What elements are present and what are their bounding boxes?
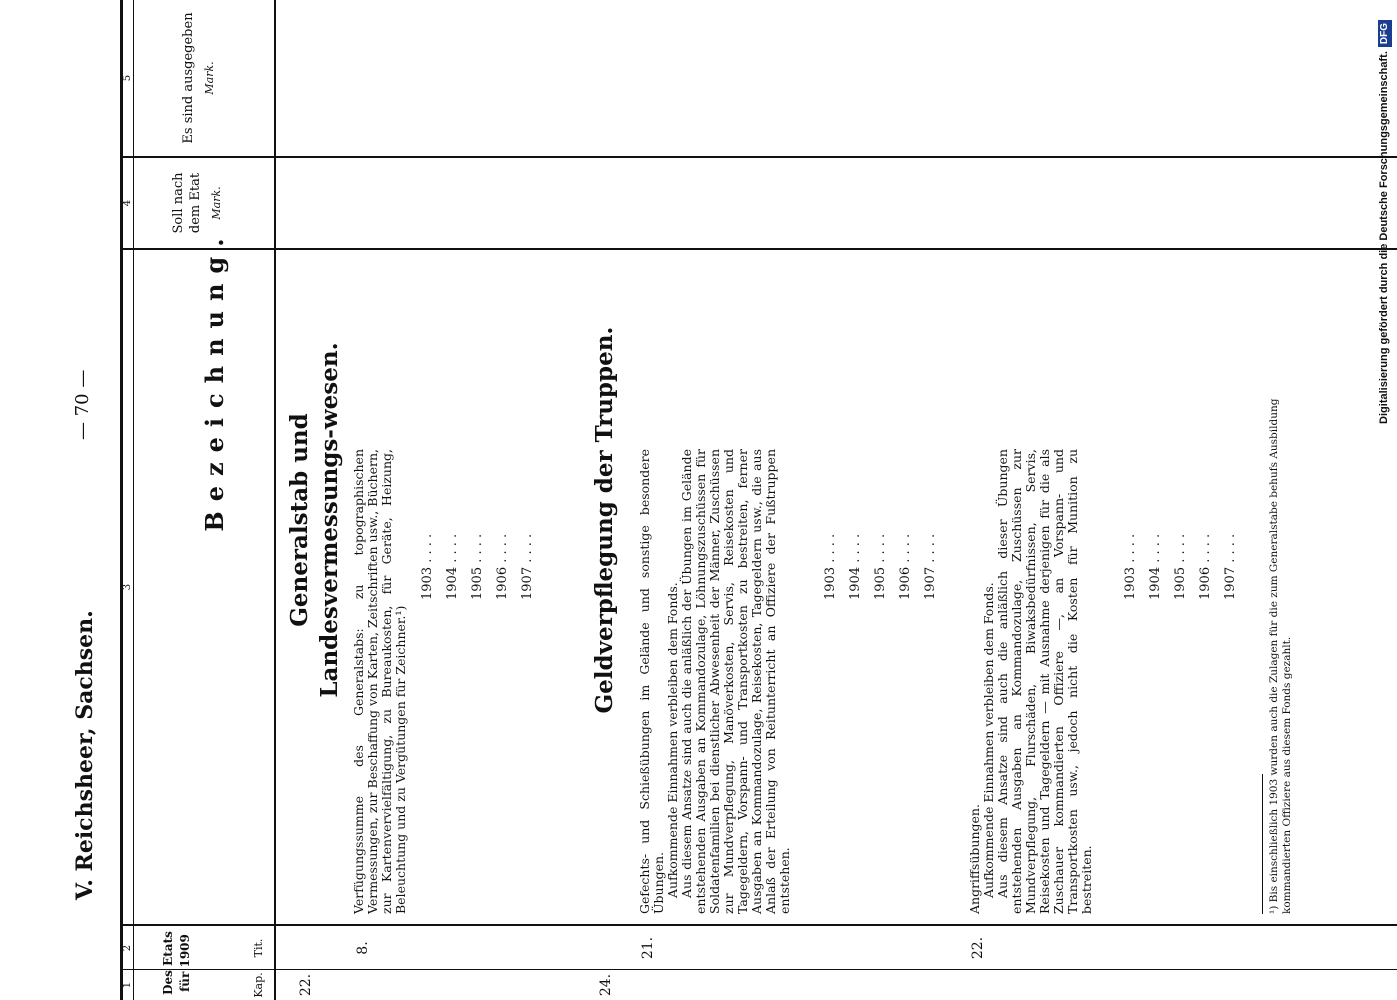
col-rule-4 bbox=[120, 156, 1397, 158]
year-label: 1903 . . . . bbox=[420, 533, 435, 600]
watermark-text-wrap bbox=[1375, 20, 1393, 980]
ausgegeben-head bbox=[180, 0, 218, 156]
footnote-rule bbox=[1262, 774, 1263, 914]
desc-tit-22 bbox=[968, 449, 1094, 914]
tit-22: 22. bbox=[970, 936, 986, 960]
kap-24: 24. bbox=[598, 973, 614, 997]
year-label: 1904 . . . . bbox=[848, 533, 863, 600]
year-label: 1906 . . . . bbox=[898, 533, 913, 600]
year-label: 1905 . . . . bbox=[470, 533, 485, 600]
year-label: 1907 . . . . bbox=[520, 533, 535, 600]
colnum-5: 5 bbox=[122, 74, 133, 82]
ausgegeben-unit: Mark. bbox=[203, 61, 216, 95]
year-label: 1906 . . . . bbox=[495, 533, 510, 600]
tit-head: Tit. bbox=[252, 938, 265, 958]
desc-tit-8 bbox=[352, 449, 408, 914]
year-label: 1906 . . . . bbox=[1198, 533, 1213, 600]
header-rule bbox=[274, 0, 276, 1000]
ausgegeben-label: Es sind ausgegeben bbox=[181, 12, 196, 144]
page-number: — 70 — bbox=[72, 369, 93, 440]
page-header: V. Reichsheer, Sachsen. bbox=[72, 610, 98, 900]
desc-text: Aufkommende Einnahmen verbleiben dem Fonds. bbox=[981, 582, 996, 898]
year-label: 1907 . . . . bbox=[923, 533, 938, 600]
colnum-rule bbox=[133, 0, 134, 1000]
desc-text: Aus diesem Ansatze sind auch die anläßlich dieser Übungen entstehenden Ausgaben an Kommandozulage, Zuschüssen zur Mundverpflegung, Flurschäden, Biwaksbedürfnissen, Servis, Reisekosten und Tagegeldern — mit Ausnahme derjenigen für die als Zuschauer kommandierten Offiziere —, an Vorspann- und Transportkosten usw., jedoch nicht die Kosten für Munition zu bestreiten. bbox=[995, 449, 1094, 914]
soll-unit: Mark. bbox=[210, 186, 223, 220]
dfg-logo: DFG bbox=[1378, 20, 1392, 47]
col-rule-2 bbox=[120, 924, 1397, 926]
desc-text: Gefechts- und Schießübungen im Gelände und sonstige besondere Übungen. bbox=[637, 449, 666, 914]
desc-text: Aus diesem Ansatze sind auch die anläßlich der Übungen im Gelände entstehenden Ausgaben an Kommandozulage, Löhnungszuschüssen für Soldatenfamilien bei dienstlicher Abwesenheit der Männer, Zuschüssen zur Mundverpflegung, Manöverkosten, Servis, Reisekosten und Tagegeldern, Vorspann- und Transportkosten zu bestreiten, ferner Ausgaben an Kommandozulage, Reisekosten, Tagegeldern usw., die aus Anlaß der Erteilung von Reitunterricht an Offiziere der Fußtruppen entstehen. bbox=[679, 449, 792, 914]
soll-head bbox=[170, 158, 225, 248]
desc-text: Verfügungssumme des Generalstabs: zu topographischen Vermessungen, zur Beschaffung von Karten, Zeitschriften usw., Büchern, zur Kartenvervielfältigung, zu Bureaukosten, für Geräte, Heizung, Beleuchtung und zu Vergütungen für Zeichner.¹) bbox=[351, 449, 408, 914]
desc-text: Angriffsübungen. bbox=[967, 804, 982, 914]
year-label: 1903 . . . . bbox=[823, 533, 838, 600]
bezeichnung-head: Bezeichnung. bbox=[200, 228, 229, 532]
year-label: 1904 . . . . bbox=[445, 533, 460, 600]
tit-8: 8. bbox=[355, 941, 371, 955]
tit-21: 21. bbox=[640, 936, 656, 960]
footnote: ¹) Bis einschließlich 1903 wurden auch die Zulagen für die zum Generalstabe behufs Ausbildung kommandierten Offiziere aus diesem Fonds gezahlt. bbox=[1268, 398, 1293, 914]
col-rule-3 bbox=[120, 248, 1397, 250]
desc-text: Aufkommende Einnahmen verbleiben dem Fonds. bbox=[665, 582, 680, 898]
watermark bbox=[1375, 20, 1393, 980]
colnum-2: 2 bbox=[122, 944, 133, 952]
colnum-4: 4 bbox=[122, 199, 133, 207]
colnum-1: 1 bbox=[122, 981, 133, 989]
kap-22: 22. bbox=[298, 973, 314, 997]
year-label: 1907 . . . . bbox=[1223, 533, 1238, 600]
soll-label: Soll nach dem Etat bbox=[171, 172, 203, 234]
year-label: 1905 . . . . bbox=[873, 533, 888, 600]
watermark-text: Digitalisierung gefördert durch die Deutsche Forschungsgemeinschaft. bbox=[1378, 51, 1390, 424]
etats-group-head: Des Etats für 1909 bbox=[161, 931, 192, 995]
section-title-geldverpflegung: Geldverpflegung der Truppen. bbox=[591, 326, 618, 714]
section-title-generalstab: Generalstab und Landesvermessungs-wesen. bbox=[286, 342, 343, 698]
colnum-3: 3 bbox=[122, 583, 133, 591]
year-label: 1903 . . . . bbox=[1123, 533, 1138, 600]
year-label: 1904 . . . . bbox=[1148, 533, 1163, 600]
kap-head: Kap. bbox=[252, 972, 265, 998]
year-label: 1905 . . . . bbox=[1173, 533, 1188, 600]
desc-tit-21 bbox=[638, 449, 792, 914]
